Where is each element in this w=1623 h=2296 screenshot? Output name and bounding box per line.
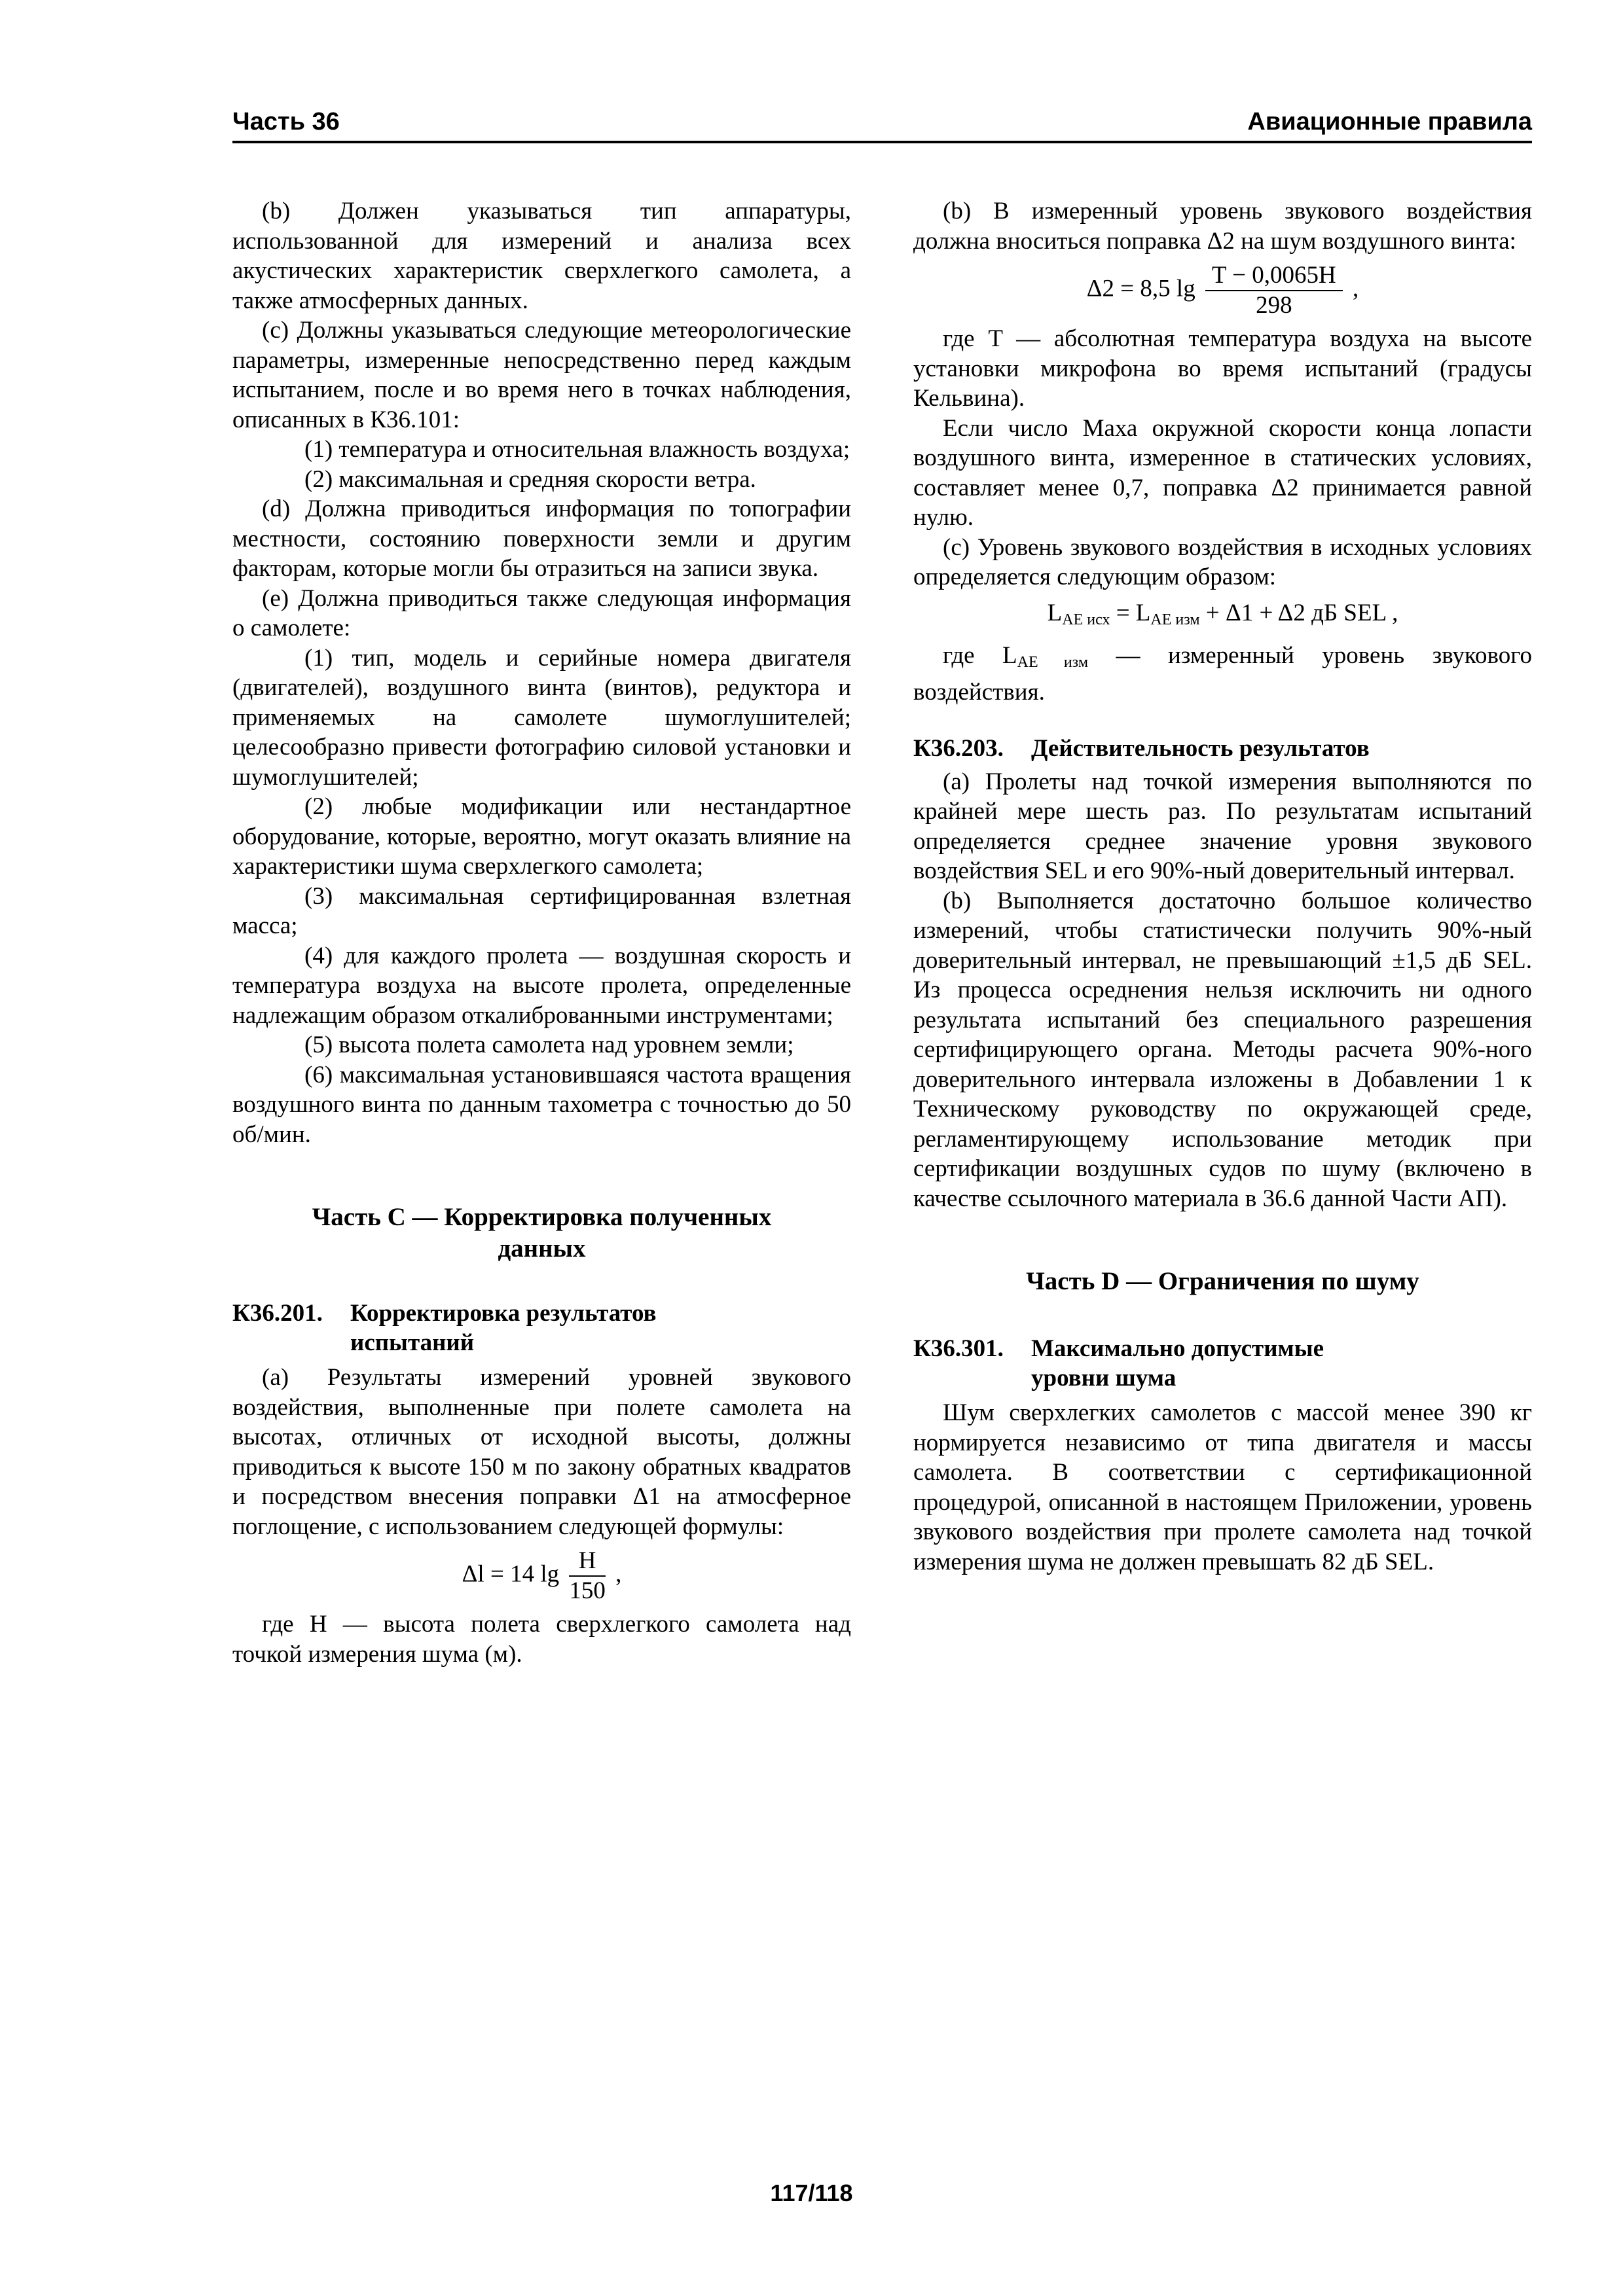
formula-lae (913, 600, 1532, 633)
formula-delta1-fraction (569, 1547, 606, 1605)
paragraph-c: (c) Должны указываться следующие метеорологические параметры, измеренные непосредственно перед каждым испытанием, после и во время него в точках наблюдения, описанных в К36.101: (232, 317, 851, 433)
where-l-rest: — измеренный уровень звукового воздействия. (913, 641, 1533, 706)
paragraph-201-a: (a) Результаты измерений уровней звукового воздействия, выполненные при полете самолета на высотах, отличных от исходной высоты, должны приводиться к высоте 150 м по закону обратных квадратов и посредством внесения поправки Δ1 на атмосферное поглощение, с использованием следующей формулы: (232, 1364, 851, 1540)
list-item-e5: (5) высота полета самолета над уровнем земли; (304, 1031, 794, 1058)
formula-delta2-denominator: 298 (1256, 292, 1292, 319)
list-item-c1: (1) температура и относительная влажность воздуха; (304, 436, 850, 463)
list-item-c2: (2) максимальная и средняя скорости ветра. (304, 465, 756, 493)
list-item-e2: (2) любые модификации или нестандартное оборудование, которые, вероятно, могут оказать влияние на характеристики шума сверхлегкого самолета; (232, 793, 851, 880)
section-203-heading (913, 734, 1532, 763)
section-203-number: К36.203. (913, 734, 1004, 762)
formula-lae-eq: = L (1116, 599, 1151, 626)
paragraph-where-t: где T — абсолютная температура воздуха на высоте установки микрофона во время испытаний (градусы Кельвина). (913, 325, 1532, 412)
page-header (232, 101, 1532, 143)
section-201-heading (232, 1299, 851, 1357)
paragraph-right-b: (b) В измеренный уровень звукового воздействия должна вноситься поправка Δ2 на шум воздушного винта: (913, 198, 1532, 255)
list-item-e4: (4) для каждого пролета — воздушная скорость и температура воздуха на высоте пролета, определенные надлежащим образом откалиброванными инструментами; (232, 942, 851, 1029)
formula-delta1-tail: , (615, 1560, 622, 1588)
formula-delta2 (913, 261, 1532, 320)
section-201-number: К36.201. (232, 1300, 323, 1327)
paragraph-203-b: (b) Выполняется достаточно большое количество измерений, чтобы статистически получить 90%-ный доверительный интервал, не превышающий ±1,5 дБ SEL. Из процесса осреднения нельзя исключить ни одного результата испытаний без специального разрешения сертифицирующего органа. Методы расчета 90%-ного доверительного интервала изложены в Добавлении 1 к Техническому руководству по окружающей среде, регламентирующему использование методик при сертификации воздушных судов по шуму (включено в качестве ссылочного материала в 36.6 данной Части АП). (913, 887, 1532, 1212)
formula-lae-sub2: AE изм (1150, 611, 1200, 628)
formula-lae-tail: + Δ1 + Δ2 дБ SEL , (1205, 599, 1398, 626)
paragraph-b: (b) Должен указываться тип аппаратуры, использованной для измерений и анализа всех акустических характеристик сверхлегкого самолета, а также атмосферных данных. (232, 198, 851, 314)
part-d-heading: Часть D — Ограничения по шуму (1026, 1267, 1419, 1295)
formula-delta1-denominator: 150 (569, 1577, 606, 1604)
paragraph-203-a: (a) Пролеты над точкой измерения выполняются по крайней мере шесть раз. По результатам испытаний определяется среднее значение уровня звукового воздействия SEL и его 90%-ный доверительный интервал. (913, 768, 1532, 884)
section-301-number: К36.301. (913, 1335, 1004, 1362)
formula-delta1 (232, 1547, 851, 1605)
paragraph-where-l (913, 641, 1532, 708)
where-l-prefix: где L (943, 641, 1017, 669)
header-doc-title: Авиационные правила (1247, 108, 1532, 135)
formula-delta2-lhs: Δ2 = 8,5 lg (1086, 275, 1195, 302)
section-203-title: Действительность результатов (1031, 734, 1370, 762)
paragraph-201-where: где H — высота полета сверхлегкого самолета над точкой измерения шума (м). (232, 1611, 851, 1668)
part-c-heading-line2: данных (498, 1234, 586, 1263)
formula-lae-sub1: AE исх (1062, 611, 1110, 628)
left-column (232, 196, 851, 1669)
paragraph-right-c: (c) Уровень звукового воздействия в исходных условиях определяется следующим образом: (913, 533, 1532, 590)
page-number: 117/118 (770, 2179, 853, 2206)
formula-delta1-numerator: H (569, 1547, 606, 1577)
right-column (913, 196, 1532, 1577)
paragraph-d: (d) Должна приводиться информация по топографии местности, состоянию поверхности земли и другим факторам, которые могли бы отразиться на записи звука. (232, 495, 851, 582)
paragraph-e: (e) Должна приводиться также следующая информация о самолете: (232, 584, 851, 641)
formula-delta2-fraction (1205, 261, 1343, 320)
formula-delta1-lhs: Δl = 14 lg (462, 1560, 560, 1588)
list-item-e3: (3) максимальная сертифицированная взлетная масса; (232, 882, 851, 939)
header-part-label: Часть 36 (232, 108, 340, 135)
formula-delta2-tail: , (1352, 275, 1359, 302)
paragraph-mach: Если число Маха окружной скорости конца лопасти воздушного винта, измеренное в статических условиях, составляет менее 0,7, поправка Δ2 принимается равной нулю. (913, 414, 1532, 531)
where-l-sub: AE изм (1017, 653, 1089, 671)
part-c-heading-line1: Часть С — Корректировка полученных (312, 1203, 772, 1231)
section-201-title-line2: испытаний (350, 1329, 475, 1356)
section-301-title-line1: Максимально допустимые (1031, 1335, 1324, 1362)
section-301-heading (913, 1334, 1532, 1393)
section-201-title-line1: Корректировка результатов (350, 1300, 657, 1327)
paragraph-301: Шум сверхлегких самолетов с массой менее 390 кг нормируется независимо от типа двигателя и массы самолета. В соответствии с сертификационной процедурой, описанной в настоящем Приложении, уровень звукового воздействия при пролете самолета над точкой измерения шума не должен превышать 82 дБ SEL. (913, 1399, 1532, 1575)
section-301-title-line2: уровни шума (1031, 1365, 1176, 1391)
list-item-e1: (1) тип, модель и серийные номера двигателя (двигателей), воздушного винта (винтов), редуктора и применяемых на самолете шумоглушителей; целесообразно привести фотографию силовой установки и шумоглушителей; (232, 644, 851, 791)
part-c-heading (232, 1202, 851, 1265)
formula-delta2-numerator: T − 0,0065H (1205, 261, 1343, 291)
formula-lae-l1: L (1047, 599, 1063, 626)
list-item-e6: (6) максимальная установившаяся частота вращения воздушного винта по данным тахометра с точностью до 50 об/мин. (232, 1061, 851, 1148)
